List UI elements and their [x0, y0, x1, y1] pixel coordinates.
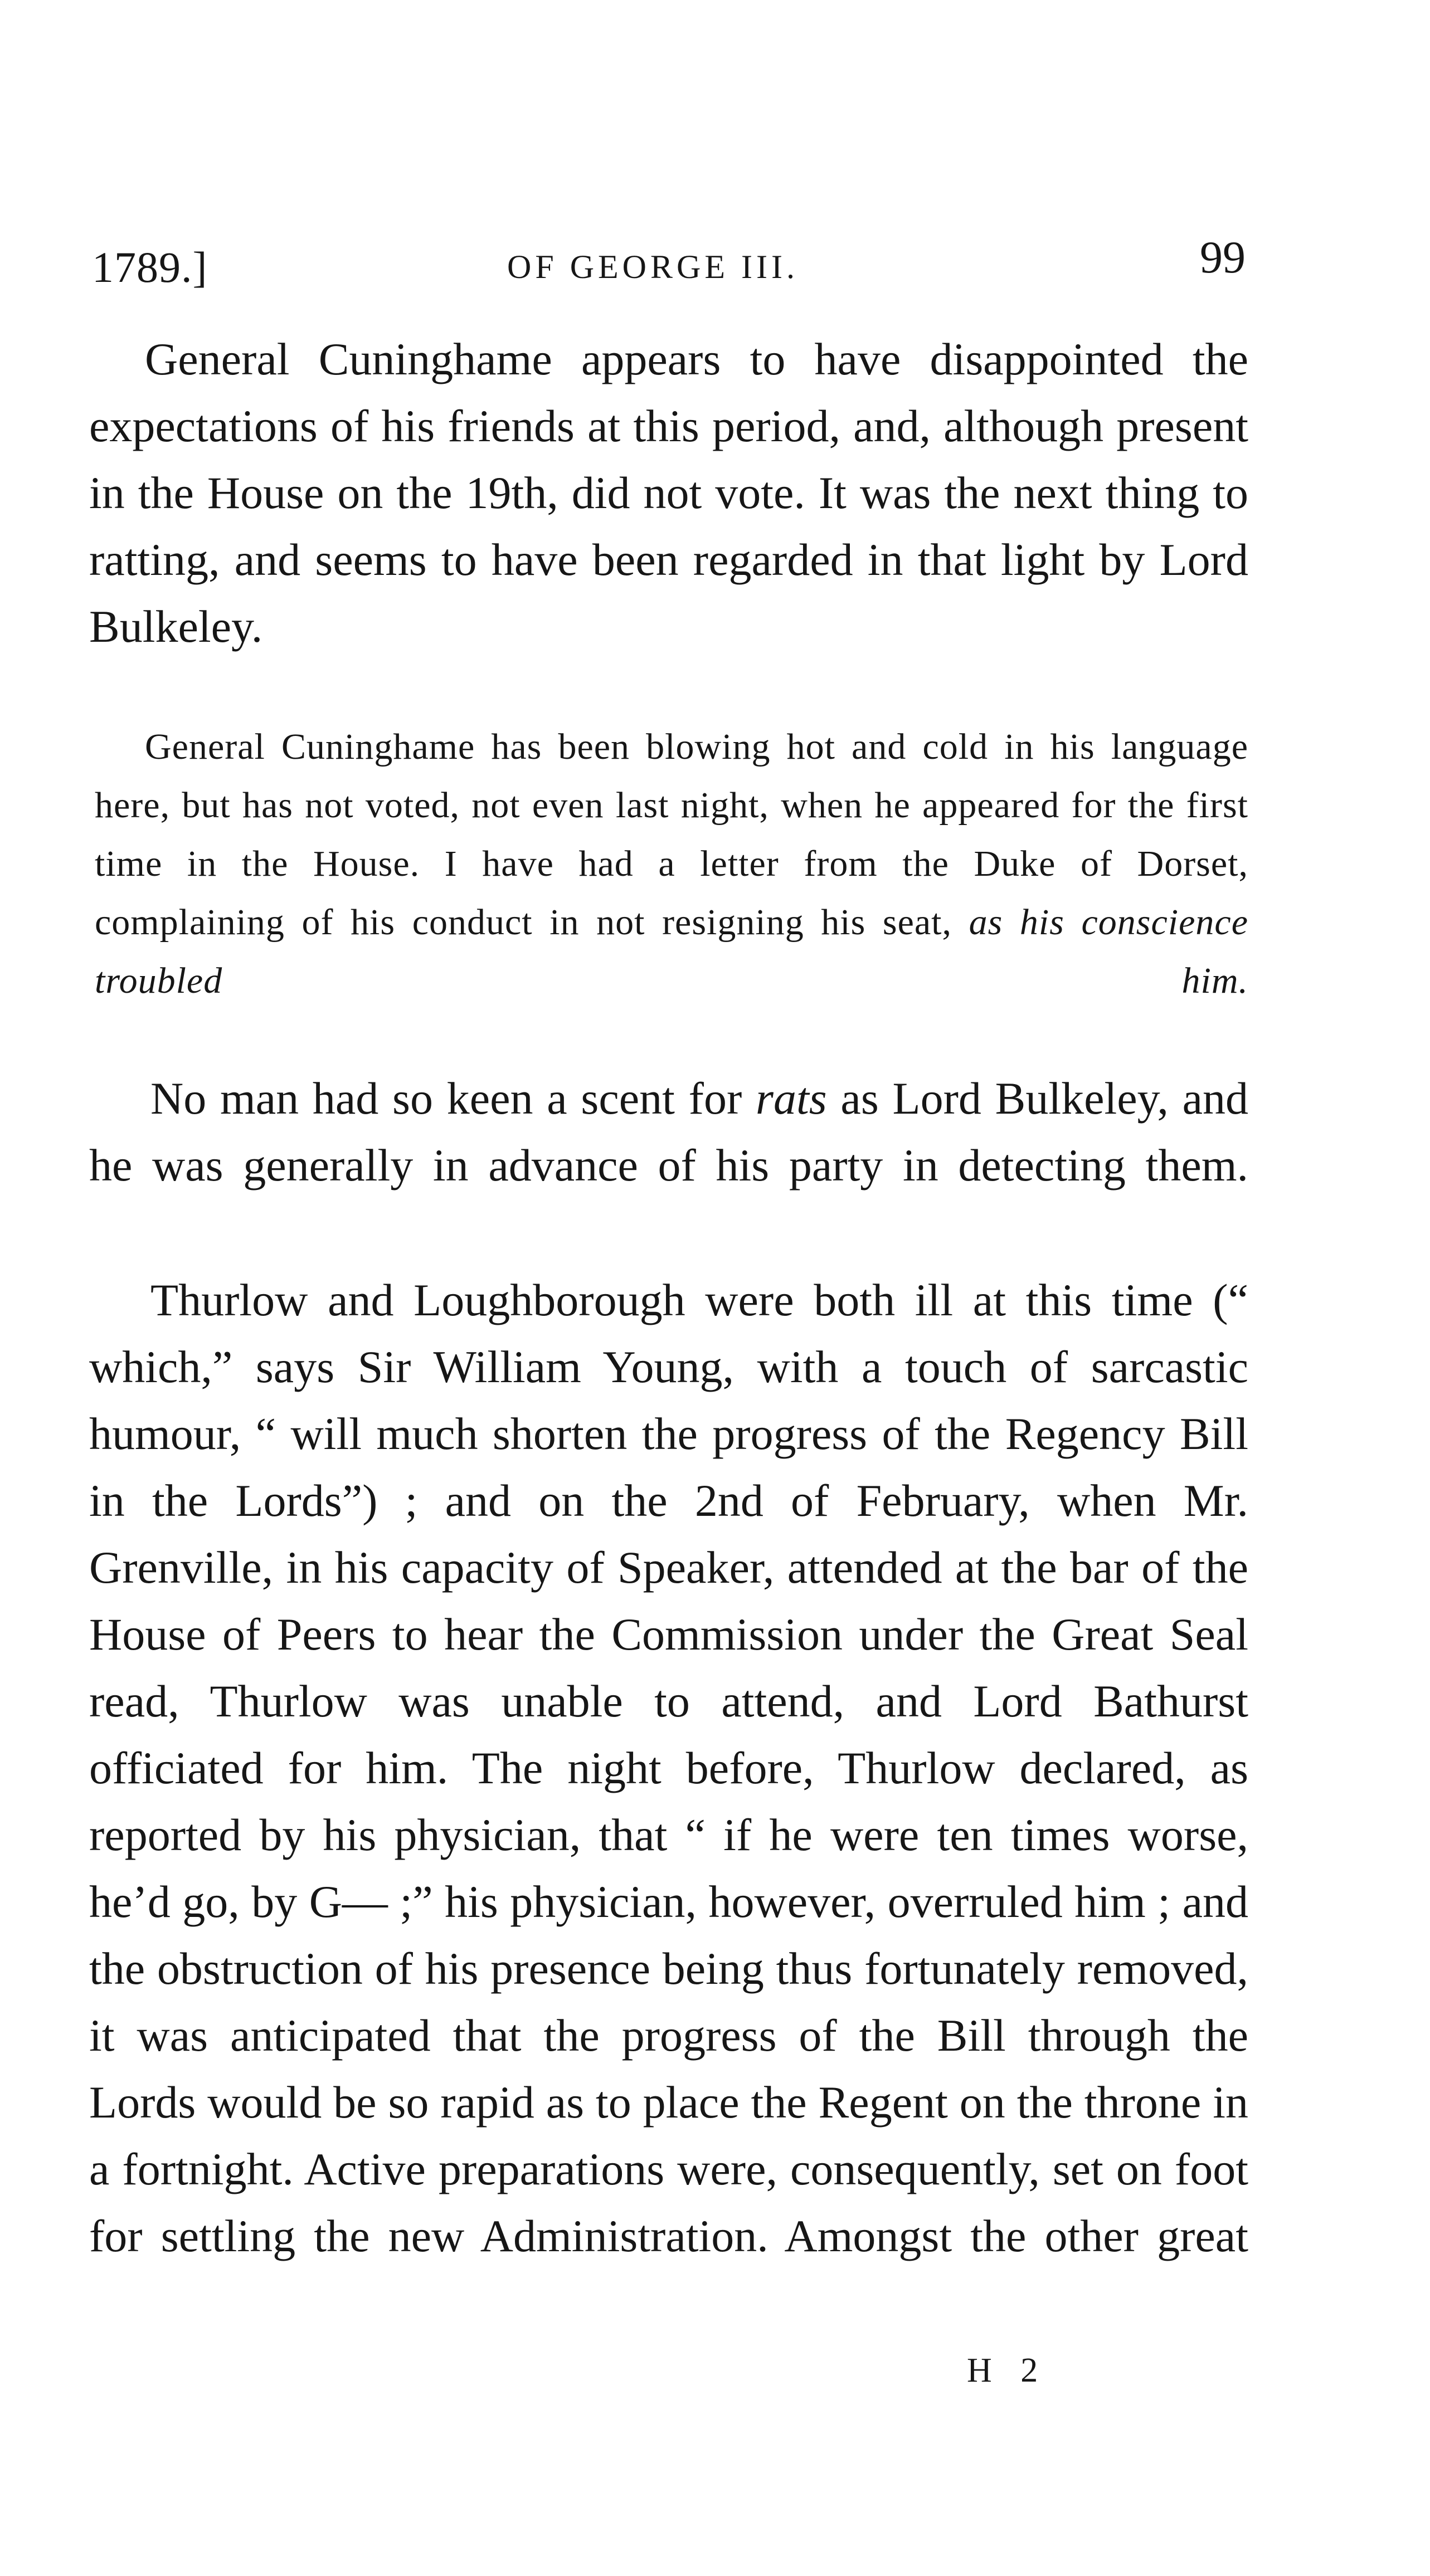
- signature-mark: H 2: [967, 2351, 1048, 2389]
- paragraph-rats-text-after: as Lord Bulkeley, and he was generally in advance of his party in detecting them.: [89, 1073, 1249, 1191]
- paragraph-rats-italic-word: rats: [756, 1073, 827, 1124]
- paragraph-thurlow-text: Thurlow and Loughborough were both ill at this time (“ which,” says Sir William Young, with a touch of sarcastic humour, “ will much shorten the progress of the Regency Bill in the Lords”) ; and on the 2nd of February, when Mr. Grenville, in his capacity of Speaker, attended at the bar of the House of Peers to hear the Commission under the Great Seal read, Thurlow was unable to attend, and Lord Bathurst officiated for him. The night before, Thurlow declared, as reported by his physician, that “ if he were ten times worse, he’d go, by G— ;” his physician, however, overruled him ; and the obstruction of his presence being thus fortunately removed, it was anticipated that the progress of the Bill through the Lords would be so rapid as to place the Regent on the throne in a fortnight. Active preparations were, consequently, set on foot for settling the new Administration. Amongst the other great: [89, 1275, 1248, 2261]
- block-quote-italic-tail: as his conscience troubled him.: [95, 902, 1249, 1001]
- page-number: 99: [1200, 232, 1246, 282]
- block-quote-bulkeley-letter: [95, 718, 1248, 1010]
- running-head: [92, 231, 1246, 298]
- paragraph-cuninghame-text: General Cuninghame appears to have disappointed the expectations of his friends at this period, and, although present in the House on the 19th, did not vote. It was the next thing to ratting, and seems to have been regarded in that light by Lord Bulkeley.: [89, 334, 1248, 652]
- paragraph-thurlow: [89, 1267, 1248, 2270]
- paragraph-rats-text-before: No man had so keen a scent for: [150, 1073, 742, 1124]
- paragraph-cuninghame: [89, 326, 1248, 660]
- paragraph-rats: [89, 1065, 1248, 1199]
- block-quote-text: General Cuninghame has been blowing hot and cold in his language here, but has not voted, not even last night, when he appeared for the first time in the House. I have had a letter from the Duke of Dorset, complaining of his conduct in not resigning his seat,: [95, 726, 1248, 943]
- running-head-title: OF GEORGE III.: [507, 248, 799, 285]
- running-head-year: 1789.]: [92, 243, 208, 291]
